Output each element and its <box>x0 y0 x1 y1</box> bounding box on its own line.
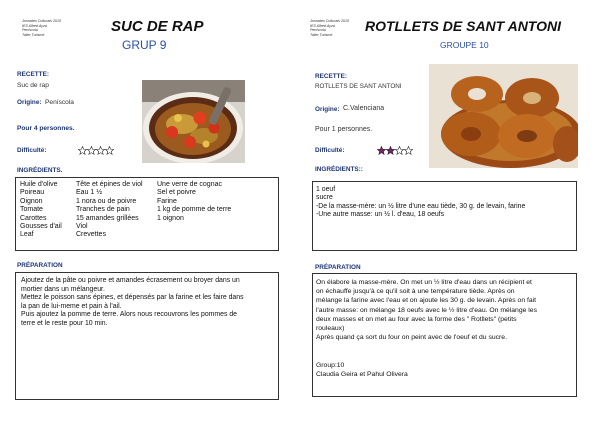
preparation-box <box>15 272 279 400</box>
star-empty-icon <box>87 146 96 155</box>
origine-label: Origine: <box>17 99 42 106</box>
recette-value: Suc de rap <box>17 82 49 89</box>
ingredient-item: Huile d'olive <box>20 181 58 188</box>
ingredient-item: Gousses d'ail <box>20 223 62 231</box>
persons-text: Pour 4 personnes. <box>17 125 75 132</box>
ingredient-item: 1 kg de pomme de terre <box>157 206 232 214</box>
preparation-line: On élabore la masse-mère. On met un ½ litre d'eau dans un récipient et <box>316 279 532 286</box>
star-empty-icon <box>96 146 105 155</box>
group-label: GROUPE 10 <box>440 40 489 50</box>
ingredients-column <box>157 181 231 223</box>
meta-line: Peníscola <box>22 28 38 33</box>
ingredient-item: Farine <box>157 197 177 205</box>
ingredients-label: INGRÉDIENTS. <box>17 167 63 174</box>
ingredients-column <box>76 181 143 240</box>
preparation-line: Après quand ça sort du four on peint avec de l'oeuf et du sucre. <box>316 334 507 342</box>
ingredients-grid <box>20 181 278 249</box>
ingredient-item: Tomate <box>20 206 43 214</box>
preparation-label: PRÉPARATION <box>315 264 361 271</box>
preparation-line <box>316 342 574 351</box>
ingredient-item: 1 nora ou de poivre <box>76 197 137 205</box>
recipe-title: ROTLLETS DE SANT ANTONI <box>365 18 561 34</box>
preparation-line: mélange la farine avec l'eau et on ajoute les 30 g. de levain. Après on fait <box>316 297 537 305</box>
meta-line: Taller Turisme <box>310 32 333 37</box>
ingredient-item: Viol <box>76 223 88 231</box>
header-meta <box>22 19 61 37</box>
ingredient-item: Carottes <box>20 214 47 222</box>
ingredient-line: sucre <box>316 194 333 202</box>
recette-label: RECETTE: <box>315 73 347 80</box>
ingredient-line: 1 oeuf <box>316 186 336 193</box>
meta-line: Jornades Culturals 2015 <box>22 19 61 23</box>
star-empty-icon <box>395 146 404 155</box>
ingredient-item: Tranches de pain <box>76 206 130 214</box>
star-empty-icon <box>105 146 114 155</box>
preparation-line <box>316 352 574 361</box>
preparation-line: Group:10 <box>316 361 345 369</box>
preparation-line: Mettez le poisson sans épines, et dépensés par la farine et les faire dans <box>21 294 244 302</box>
ingredients-box <box>312 181 577 251</box>
recette-value: ROTLLETS DE SANT ANTONI <box>315 83 402 90</box>
ingredients-column <box>20 181 62 240</box>
recipe-title: SUC DE RAP <box>111 18 204 35</box>
preparation-box <box>312 273 577 397</box>
star-filled-icon <box>377 146 386 155</box>
origine-value: Peníscola <box>45 99 74 106</box>
preparation-line: Ajoutez de la pâte ou poivre et amandes écrasement ou broyer dans un <box>21 277 240 284</box>
ingredient-item: Oignon <box>20 197 43 205</box>
ingredient-item: 15 amandes grillées <box>76 214 139 222</box>
ingredient-item: Tête et épines de viol <box>76 181 143 188</box>
difficulty-stars <box>377 146 413 155</box>
recipe-page-right <box>300 0 600 424</box>
ingredients-list <box>316 186 574 220</box>
meta-line: Jornades Culturals 2015 <box>310 19 349 23</box>
group-label: GRUP 9 <box>122 38 167 52</box>
preparation-text <box>316 278 574 379</box>
origine-value: C.Valenciana <box>343 105 385 112</box>
ingredients-label: INGRÉDIENTS:: <box>315 166 363 173</box>
recette-label: RECETTE: <box>17 71 49 78</box>
ingredient-item: Leaf <box>20 231 34 239</box>
star-empty-icon <box>78 146 87 155</box>
meta-line: Peníscola <box>310 28 326 33</box>
preparation-line: Puis ajoutez la pomme de terre. Alors nous recouvrons les pommes de <box>21 311 238 319</box>
ingredient-item: Crevettes <box>76 231 106 239</box>
star-empty-icon <box>404 146 413 155</box>
origine-label: Origine: <box>315 106 340 113</box>
ingredient-line: -De la masse-mère: un ½ litre d'une eau tiède, 30 g. de levain, farine <box>316 202 526 210</box>
persons-text: Pour 1 personnes. <box>315 126 373 133</box>
preparation-line: terre et le reste pour 10 min. <box>21 319 108 327</box>
ingredients-box <box>15 177 279 251</box>
preparation-line: on échauffe jusqu'à ce qu'il soit à une température tiède. Après on <box>316 288 515 296</box>
preparation-line: l'autre masse: on mélange 18 oeufs avec le ½ litre d'eau. On mélange les <box>316 306 537 314</box>
meta-line: Taller Turisme <box>22 32 45 37</box>
meta-line: IES Alfred Ayza <box>22 23 47 28</box>
preparation-text <box>21 277 277 329</box>
dish-photo <box>142 80 245 163</box>
difficulty-label: Difficulté: <box>17 147 47 154</box>
ingredient-line: -Une autre masse: un ½ l. d'eau, 18 oeufs <box>316 211 445 219</box>
header-meta <box>310 19 349 37</box>
difficulty-stars <box>78 146 114 155</box>
ingredient-item: 1 oignon <box>157 214 184 222</box>
preparation-line: deux masses et on met au four avec la forme des " Rotllets" (petits <box>316 315 517 323</box>
ingredient-item: Eau 1 ½ <box>76 189 103 197</box>
preparation-line: mortier dans un mélangeur. <box>21 285 105 293</box>
preparation-line: la pan de lui-meme et pain à l'ail. <box>21 302 122 310</box>
preparation-label: PRÉPARATION <box>17 262 63 269</box>
preparation-line: Claudia Geira et Pahul Olivera <box>316 371 408 379</box>
difficulty-label: Difficulté: <box>315 147 345 154</box>
preparation-line: rouleaux) <box>316 325 345 333</box>
meta-line: IES Alfred Ayza <box>310 23 335 28</box>
ingredient-item: Une verre de cognac <box>157 181 222 188</box>
star-filled-icon <box>386 146 395 155</box>
ingredient-item: Poireau <box>20 189 45 197</box>
ingredient-item: Sel et poivre <box>157 189 196 197</box>
dish-photo <box>429 64 578 168</box>
